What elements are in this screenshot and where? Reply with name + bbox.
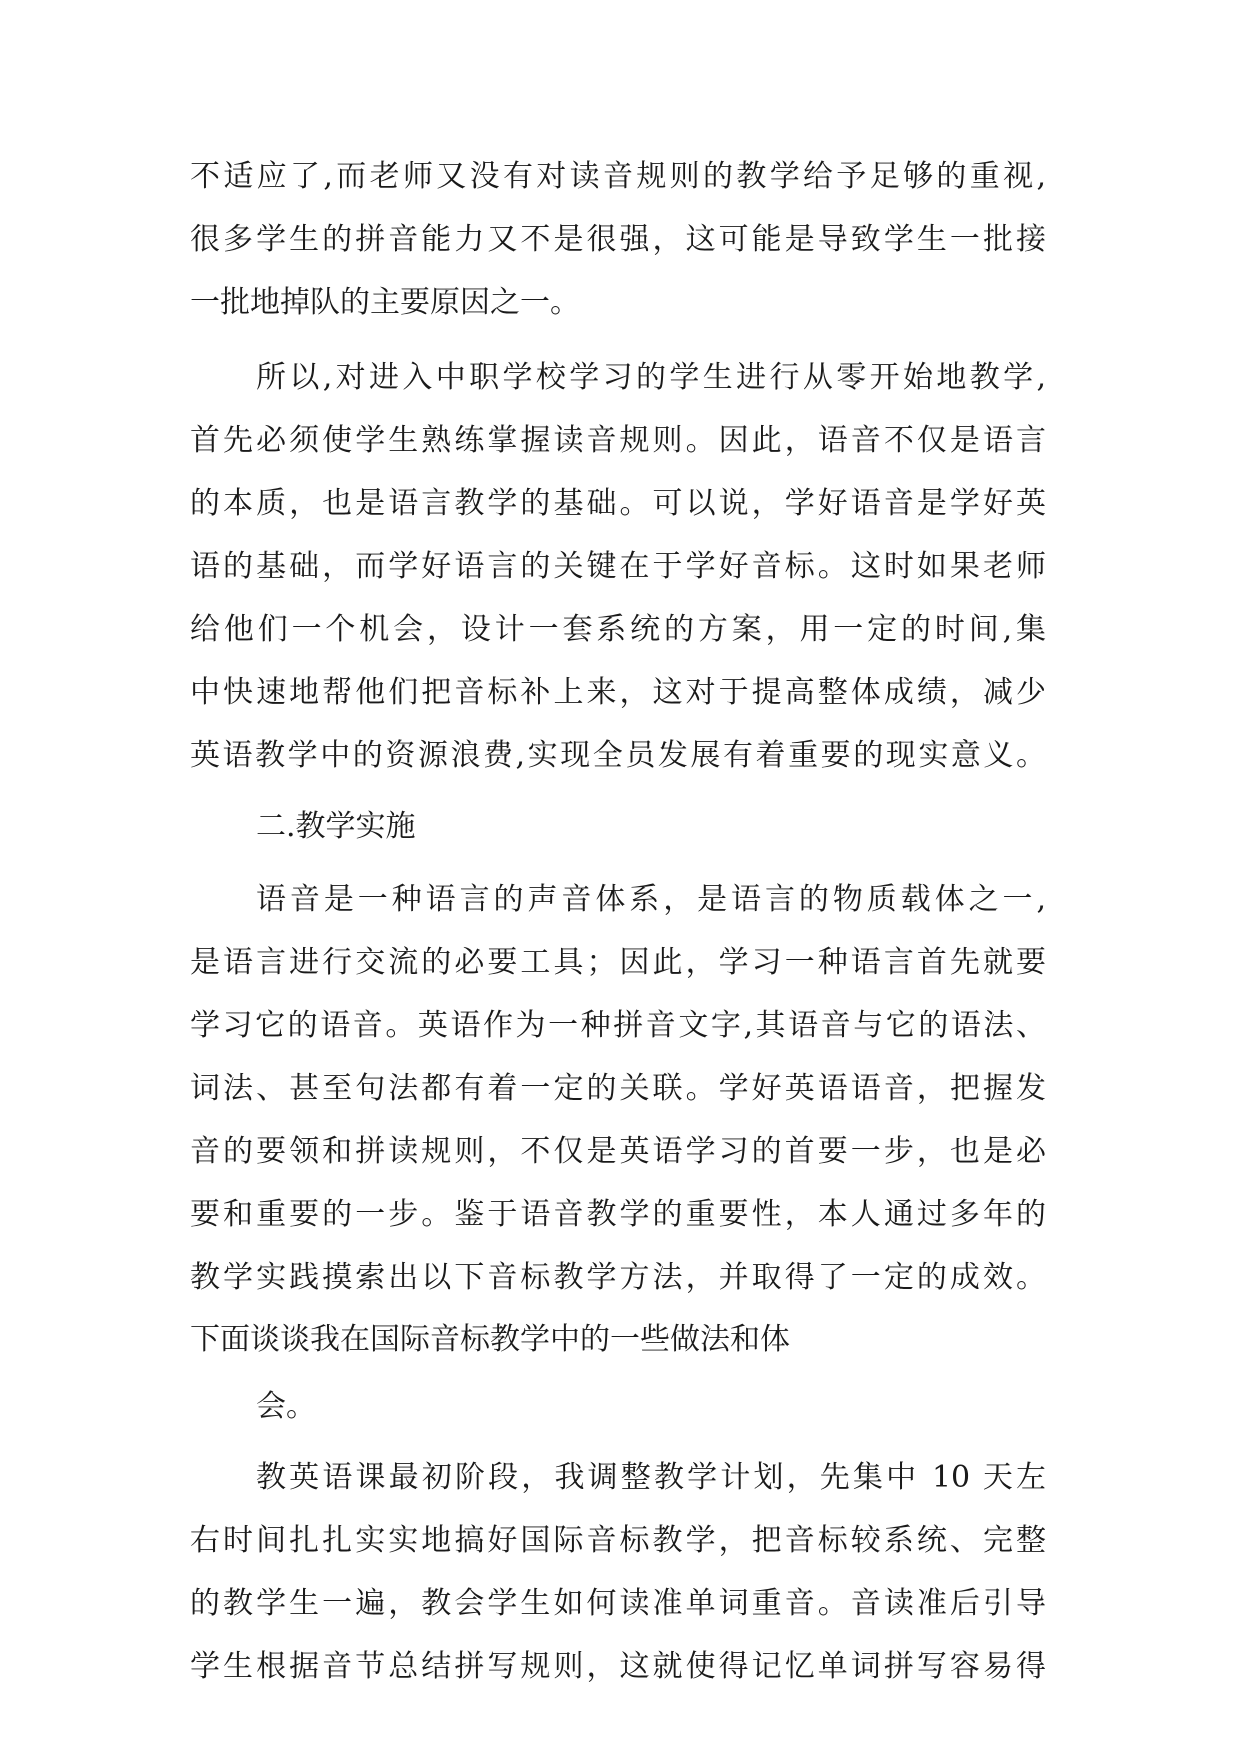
text-line: 中快速地帮他们把音标补上来，这对于提高整体成绩，减少: [190, 675, 1046, 710]
text-line: 音的要领和拼读规则，不仅是英语学习的首要一步，也是必: [190, 1134, 1046, 1169]
text-line: 的教学生一遍，教会学生如何读准单词重音。音读准后引导: [190, 1586, 1046, 1621]
text-line: 会。: [256, 1389, 316, 1424]
text-line: 是语言进行交流的必要工具；因此，学习一种语言首先就要: [190, 945, 1046, 980]
text-line: 很多学生的拼音能力又不是很强，这可能是导致学生一批接: [190, 222, 1046, 257]
text-line: 英语教学中的资源浪费,实现全员发展有着重要的现实意义。: [190, 738, 1046, 773]
section-heading: 二.教学实施: [256, 809, 416, 844]
paragraph-first-line: 语音是一种语言的声音体系，是语言的物质载体之一,: [256, 882, 1046, 917]
text-line: 右时间扎扎实实地搞好国际音标教学，把音标较系统、完整: [190, 1523, 1046, 1558]
text-line: 学习它的语音。英语作为一种拼音文字,其语音与它的语法、: [190, 1008, 1046, 1043]
paragraph-first-line: 所以,对进入中职学校学习的学生进行从零开始地教学,: [256, 360, 1046, 395]
text-line: 首先必须使学生熟练掌握读音规则。因此，语音不仅是语言: [190, 423, 1046, 458]
text-line: 词法、甚至句法都有着一定的关联。学好英语语音，把握发: [190, 1071, 1046, 1106]
text-line: 语的基础，而学好语言的关键在于学好音标。这时如果老师: [190, 549, 1046, 584]
text-line: 学生根据音节总结拼写规则，这就使得记忆单词拼写容易得: [190, 1649, 1046, 1684]
text-line: 给他们一个机会，设计一套系统的方案，用一定的时间,集: [190, 612, 1046, 647]
text-line: 要和重要的一步。鉴于语音教学的重要性，本人通过多年的: [190, 1197, 1046, 1232]
text-line: 一批地掉队的主要原因之一。: [190, 285, 580, 320]
text-line: 不适应了,而老师又没有对读音规则的教学给予足够的重视,: [190, 159, 1046, 194]
paragraph-first-line: 教英语课最初阶段，我调整教学计划，先集中 10 天左: [256, 1460, 1046, 1495]
text-line: 教学实践摸索出以下音标教学方法，并取得了一定的成效。: [190, 1260, 1046, 1295]
text-line: 下面谈谈我在国际音标教学中的一些做法和体: [190, 1322, 790, 1357]
text-line: 的本质，也是语言教学的基础。可以说，学好语音是学好英: [190, 486, 1046, 521]
